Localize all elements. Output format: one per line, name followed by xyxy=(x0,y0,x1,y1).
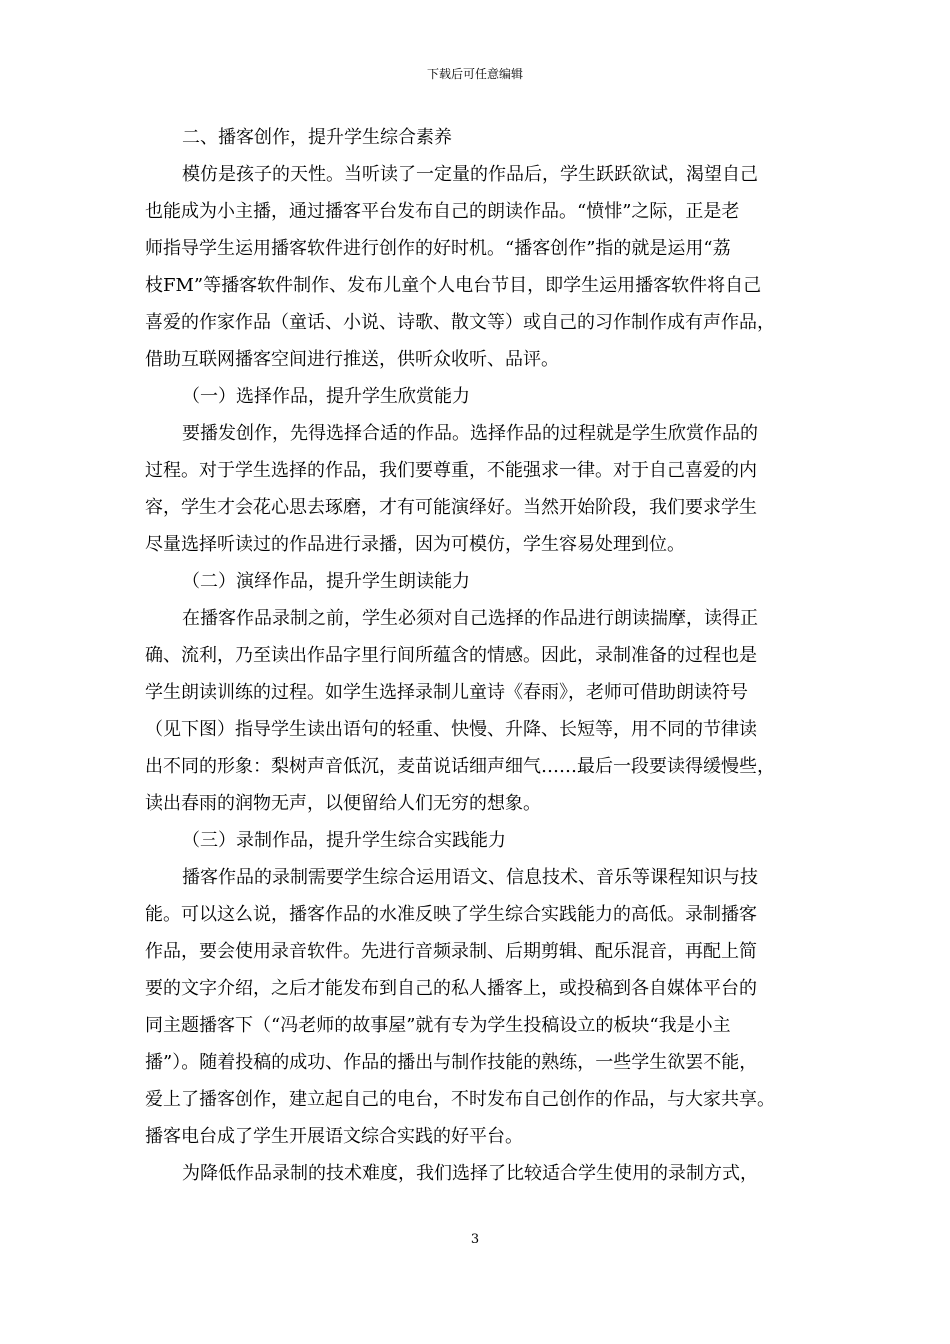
page-number: 3 xyxy=(470,1232,480,1247)
paragraph-line: 在播客作品录制之前，学生必须对自己选择的作品进行朗读揣摩，读得正 xyxy=(182,608,758,629)
paragraph-line: 作品，要会使用录音软件。先进行音频录制、后期剪辑、配乐混音，再配上简 xyxy=(145,941,757,962)
paragraph-line: 播客作品的录制需要学生综合运用语文、信息技术、音乐等课程知识与技 xyxy=(182,867,758,888)
paragraph-line: （见下图）指导学生读出语句的轻重、快慢、升降、长短等，用不同的节律读 xyxy=(145,719,757,740)
paragraph-line: 爱上了播客创作，建立起自己的电台，不时发布自己创作的作品，与大家共享。 xyxy=(145,1089,775,1110)
section-heading: 二、播客创作，提升学生综合素养 xyxy=(182,127,452,148)
paragraph-line: 容，学生才会花心思去琢磨，才有可能演绎好。当然开始阶段，我们要求学生 xyxy=(145,497,757,518)
paragraph-line: 确、流利，乃至读出作品字里行间所蕴含的情感。因此，录制准备的过程也是 xyxy=(145,645,757,666)
subsection-heading: （一）选择作品，提升学生欣赏能力 xyxy=(182,386,470,407)
paragraph-line: 也能成为小主播，通过播客平台发布自己的朗读作品。“愤悱”之际，正是老 xyxy=(145,201,740,222)
paragraph-line: 播客电台成了学生开展语文综合实践的好平台。 xyxy=(145,1126,523,1147)
paragraph-line: 读出春雨的润物无声，以便留给人们无穷的想象。 xyxy=(145,793,541,814)
page-header: 下载后可任意编辑 xyxy=(426,67,523,81)
paragraph-line: 同主题播客下（“冯老师的故事屋”就有专为学生投稿设立的板块“我是小主 xyxy=(145,1015,731,1036)
paragraph-line: 能。可以这么说，播客作品的水准反映了学生综合实践能力的高低。录制播客 xyxy=(145,904,757,925)
paragraph-line: 模仿是孩子的天性。当听读了一定量的作品后，学生跃跃欲试，渴望自己 xyxy=(182,164,758,185)
paragraph-line: 播”）。随着投稿的成功、作品的播出与制作技能的熟练，一些学生欲罢不能， xyxy=(145,1052,758,1073)
subsection-heading: （三）录制作品，提升学生综合实践能力 xyxy=(182,830,506,851)
paragraph-line: 要播发创作，先得选择合适的作品。选择作品的过程就是学生欣赏作品的 xyxy=(182,423,758,444)
subsection-heading: （二）演绎作品，提升学生朗读能力 xyxy=(182,571,470,592)
paragraph-line: 过程。对于学生选择的作品，我们要尊重，不能强求一律。对于自己喜爱的内 xyxy=(145,460,757,481)
paragraph-line: 出不同的形象：梨树声音低沉，麦苗说话细声细气……最后一段要读得缓慢些， xyxy=(145,756,775,777)
paragraph-line: 借助互联网播客空间进行推送，供听众收听、品评。 xyxy=(145,349,559,370)
paragraph-line: 尽量选择听读过的作品进行录播，因为可模仿，学生容易处理到位。 xyxy=(145,534,685,555)
paragraph-line: 为降低作品录制的技术难度，我们选择了比较适合学生使用的录制方式， xyxy=(182,1163,758,1184)
paragraph-line: 喜爱的作家作品（童话、小说、诗歌、散文等）或自己的习作制作成有声作品， xyxy=(145,312,775,333)
paragraph-line: 枝FM”等播客软件制作、发布儿童个人电台节目，即学生运用播客软件将自己 xyxy=(145,275,762,296)
paragraph-line: 要的文字介绍，之后才能发布到自己的私人播客上，或投稿到各自媒体平台的 xyxy=(145,978,757,999)
paragraph-line: 师指导学生运用播客软件进行创作的好时机。“播客创作”指的就是运用“荔 xyxy=(145,238,731,259)
paragraph-line: 学生朗读训练的过程。如学生选择录制儿童诗《春雨》，老师可借助朗读符号 xyxy=(145,682,748,703)
